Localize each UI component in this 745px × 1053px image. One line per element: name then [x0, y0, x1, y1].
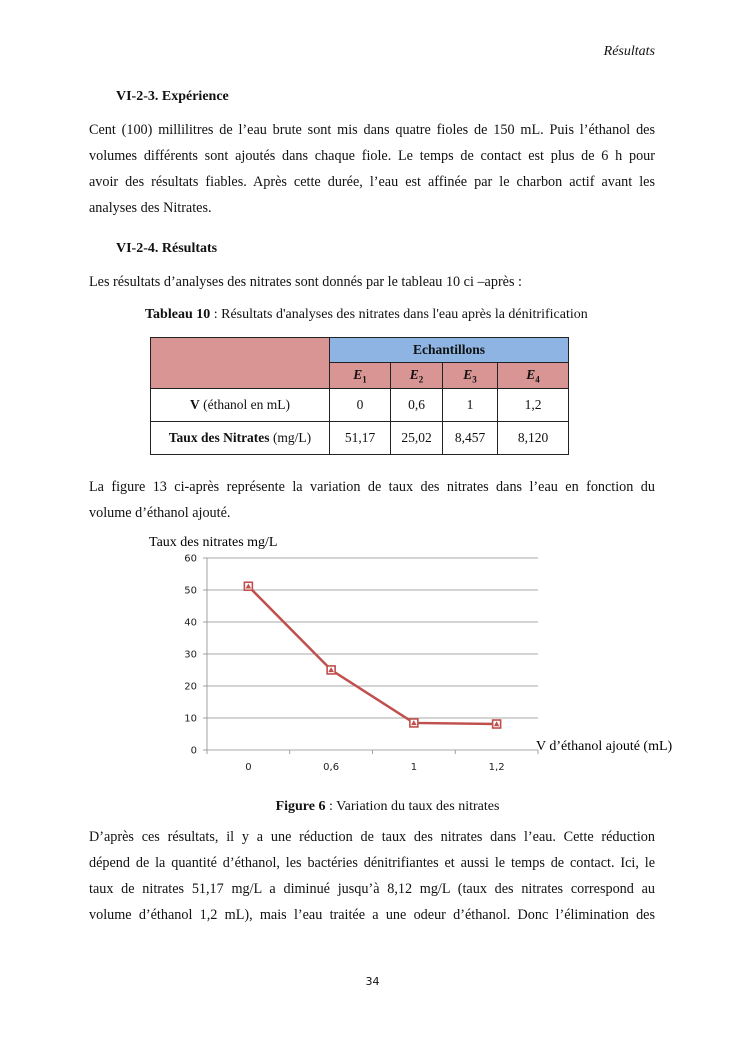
running-header: Résultats: [603, 44, 655, 59]
y-tick-label: 60: [184, 553, 197, 565]
section-title-resultats: VI-2-4. Résultats: [116, 241, 218, 256]
paragraph-line: Cent (100) millilitres de l’eau brute sont mis dans quatre fioles de 150 mL. Puis l’éthanol des: [89, 122, 655, 138]
y-tick-label: 30: [184, 649, 197, 661]
data-point-marker: [410, 719, 418, 727]
y-tick-label: 0: [190, 745, 197, 757]
table-cell: 1: [443, 389, 498, 422]
table-cell: 8,120: [498, 422, 569, 455]
y-axis-title: Taux des nitrates mg/L: [149, 535, 278, 550]
table-group-header: Echantillons: [330, 338, 569, 363]
page-number: 34: [365, 975, 380, 988]
paragraph-line: volumes différents sont ajoutés dans chaque fiole. Le temps de contact est plus de 6 h pour: [89, 148, 655, 164]
section-title-experience: VI-2-3. Expérience: [116, 89, 229, 104]
paragraph-line: La figure 13 ci-après représente la variation de taux des nitrates dans l’eau en fonction du: [89, 479, 655, 495]
table-caption-text: : Résultats d'analyses des nitrates dans l'eau après la dénitrification: [210, 307, 588, 322]
paragraph-line: volume d’éthanol 1,2 mL), mais l’eau traitée a une odeur d’éthanol. Donc l’élimination des: [89, 907, 655, 923]
y-tick-label: 50: [184, 585, 197, 597]
figure-caption-text: : Variation du taux des nitrates: [325, 799, 500, 814]
sample-header: $E_1$: [330, 363, 391, 389]
data-point-marker: [327, 666, 335, 674]
x-tick-label: 1: [410, 762, 418, 773]
conclusion-paragraph: [89, 824, 655, 928]
table-caption-label: Tableau 10: [145, 307, 211, 322]
row-label-volume: V (éthanol en mL): [151, 389, 330, 422]
figure-caption: [0, 799, 745, 815]
table-cell: 8,457: [443, 422, 498, 455]
paragraph-line: taux de nitrates 51,17 mg/L a diminué jusqu’à 8,12 mg/L (taux des nitrates correspond au: [89, 881, 655, 897]
x-tick-label: 0,6: [323, 762, 340, 773]
x-axis-title: V d’éthanol ajouté (mL): [536, 739, 673, 754]
table-cell: 0: [330, 389, 391, 422]
x-tick-label: 1,2: [488, 762, 505, 773]
series-line: [248, 586, 496, 724]
paragraph-line: D’après ces résultats, il y a une réduction de taux des nitrates dans l’eau. Cette réduction: [89, 829, 655, 845]
sample-header: $E_4$: [498, 363, 569, 389]
sample-header: $E_2$: [391, 363, 443, 389]
y-tick-label: 10: [184, 713, 197, 725]
data-point-marker: [493, 720, 501, 728]
paragraph-line: avoir des résultats fiables. Après cette durée, l’eau est affinée par le charbon actif avant les: [89, 174, 655, 190]
paragraph-line: dépend de la quantité d’éthanol, les bactéries dénitrifiantes et aussi le temps de contact. Ici, le: [89, 855, 655, 871]
sample-header: $E_3$: [443, 363, 498, 389]
x-tick-label: 0: [245, 762, 252, 773]
figure-caption-label: Figure 6: [275, 799, 326, 814]
row-label-nitrates: Taux des Nitrates (mg/L): [151, 422, 330, 455]
results-intro: Les résultats d’analyses des nitrates sont donnés par le tableau 10 ci –après :: [89, 274, 522, 290]
table-cell: 51,17: [330, 422, 391, 455]
data-point-marker: [244, 582, 252, 590]
table-cell: 25,02: [391, 422, 443, 455]
table-cell: 1,2: [498, 389, 569, 422]
paragraph-line: analyses des Nitrates.: [89, 200, 212, 216]
y-tick-label: 20: [184, 681, 197, 693]
y-tick-label: 40: [184, 617, 197, 629]
paragraph-line: volume d’éthanol ajouté.: [89, 505, 231, 521]
table-cell: 0,6: [391, 389, 443, 422]
